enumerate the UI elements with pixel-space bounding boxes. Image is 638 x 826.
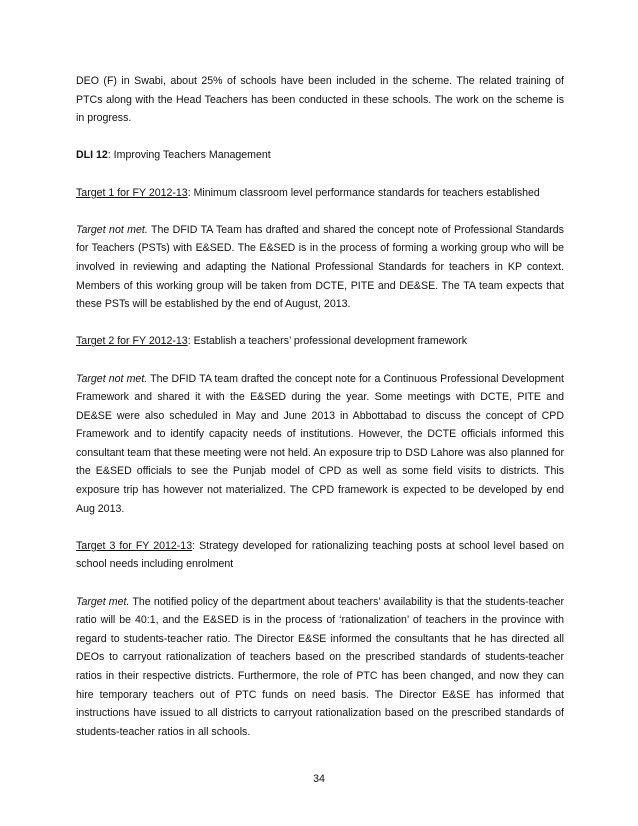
dli-title: : Improving Teachers Management <box>107 149 271 162</box>
target-1-title: : Minimum classroom level performance standards for teachers established <box>187 186 540 199</box>
page-number: 34 <box>313 773 325 785</box>
paragraph-target-2 <box>76 370 564 519</box>
heading-target-3 <box>76 537 564 574</box>
heading-dli-12 <box>76 146 564 165</box>
heading-target-1 <box>76 184 564 203</box>
target-1-body: The DFID TA Team has drafted and shared the concept note of Professional Standards for Teachers (PSTs) with E&SED. The E&SED is in the process of forming a working group who will be involved in reviewing and adapting the National Professional Standards for teachers in KP context. Members of this working group will be taken from DCTE, PITE and DE&SE. The TA team expects that these PSTs will be established by the end of August, 2013. <box>76 223 564 311</box>
target-3-body: The notified policy of the department about teachers’ availability is that the students-teacher ratio will be 40:1, and the E&SED is in the process of ‘rationalization’ of teachers in the province with regard to students-teacher ratio. The Director E&SE informed the consultants that he has directed all DEOs to carryout rationalization of teachers based on the prescribed standards of students-teacher ratios in their respective districts. Furthermore, the role of PTC has been changed, and now they can hire temporary teachers out of PTC funds on need basis. The Director E&SE has informed that instructions have issued to all districts to carryout rationalization based on the prescribed standards of students-teacher ratios in all schools. <box>76 595 564 738</box>
target-3-title: : Strategy developed for rationalizing teaching posts at school level based on school needs including enrolment <box>76 539 564 571</box>
target-3-status: Target met. <box>76 595 130 608</box>
target-1-label: Target 1 for FY 2012-13 <box>76 186 188 199</box>
paragraph-target-1 <box>76 221 564 314</box>
target-2-status: Target not met. <box>76 372 148 385</box>
target-2-title: : Establish a teachers’ professional development framework <box>187 335 468 348</box>
target-3-label: Target 3 for FY 2012-13 <box>76 539 193 552</box>
target-2-body: The DFID TA team drafted the concept note for a Continuous Professional Development Framework and shared it with the E&SED during the year. Some meetings with DCTE, PITE and DE&SE were also scheduled in May and June 2013 in Abbottabad to discuss the concept of CPD Framework and to identify capacity needs of institutions. However, the DCTE officials informed this consultant team that these meeting were not held. An exposure trip to DSD Lahore was also planned for the E&SED officials to see the Punjab model of CPD as well as some field visits to districts. This exposure trip has however not materialized. The CPD framework is expected to be developed by end Aug 2013. <box>76 372 564 515</box>
paragraph-target-3 <box>76 593 564 742</box>
target-2-label: Target 2 for FY 2012-13 <box>76 335 188 348</box>
document-body <box>76 72 564 760</box>
dli-label: DLI 12 <box>76 149 108 162</box>
paragraph-deo-swabi: DEO (F) in Swabi, about 25% of schools have been included in the scheme. The related training of PTCs along with the Head Teachers has been conducted in these schools. The work on the scheme is in progress. <box>76 75 564 125</box>
heading-target-2 <box>76 332 564 351</box>
target-1-status: Target not met. <box>76 223 148 236</box>
